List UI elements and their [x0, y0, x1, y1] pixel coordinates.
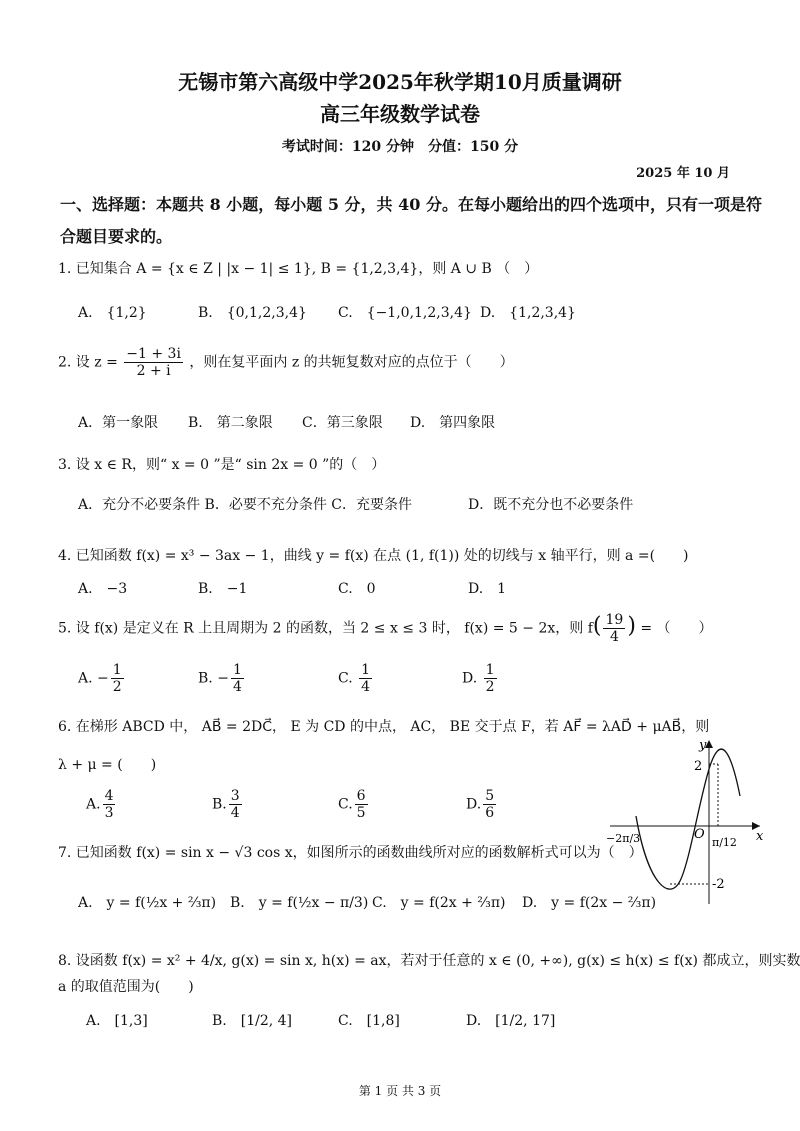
- question-8-option-a: A. [1,3]: [86, 1013, 148, 1029]
- question-1-option-b: B. {0,1,2,3,4}: [198, 305, 307, 321]
- question-5-option-c: [338, 662, 374, 695]
- fraction-denominator: 4: [361, 679, 371, 696]
- fraction-numerator: 1: [232, 662, 242, 678]
- origin-label: O: [694, 827, 705, 842]
- y-max-label: 2: [694, 759, 703, 774]
- option-label: D.: [462, 670, 478, 687]
- question-5-stem: 5. 设 f(x) 是定义在 R 上且周期为 2 的函数，当 2 ≤ x ≤ 3 时， f(x) = 5 − 2x，则 f( $\frac{19}{4}$ ) = （ ）: [58, 612, 713, 646]
- option-sign: −: [217, 670, 229, 687]
- x-axis-label: x: [756, 829, 764, 844]
- fraction-denominator: 4: [609, 629, 619, 646]
- fraction-numerator: −1 + 3i: [126, 346, 181, 362]
- fraction-numerator: 1: [361, 662, 371, 678]
- option-label: B.: [212, 796, 227, 813]
- question-2-option-a: A．第一象限: [78, 415, 159, 431]
- question-4-option-b: B. −1: [198, 581, 248, 597]
- question-3-stem: 3. 设 x ∈ R，则“ x = 0 ”是“ sin 2x = 0 ”的（ ）: [58, 457, 386, 473]
- question-6-stem: 6. 在梯形 ABCD 中， AB⃗ = 2DC⃗， E 为 CD 的中点， AC， BE 交于点 F，若 AF⃗ = λAD⃗ + μAB⃗，则: [58, 719, 710, 735]
- fraction-denominator: 2: [112, 679, 122, 696]
- x-right-label: π/12: [712, 836, 737, 849]
- question-4-stem: 4. 已知函数 f(x) = x³ − 3ax − 1，曲线 y = f(x) 在点 (1, f(1)) 处的切线与 x 轴平行，则 a =( ): [58, 548, 689, 564]
- section-heading-line1: 一、选择题：本题共 8 小题，每小题 5 分，共 40 分。在每小题给出的四个选项中，只有一项是符: [60, 195, 762, 214]
- question-2-option-d: D. 第四象限: [410, 415, 496, 431]
- question-2-stem: [58, 346, 514, 379]
- question-8-stem: 8. 设函数 f(x) = x² + 4/x, g(x) = sin x, h(x) = ax，若对于任意的 x ∈ (0, +∞), g(x) ≤ h(x) ≤ f(x) 都成立，则实数: [58, 953, 800, 969]
- option-label: C.: [338, 670, 353, 687]
- fraction-denominator: 4: [230, 805, 240, 822]
- question-7-stem: 7. 已知函数 f(x) = sin x − √3 cos x，如图所示的函数曲线所对应的函数解析式可以为（ ）: [58, 845, 643, 861]
- option-label: A.: [86, 796, 101, 813]
- fraction-denominator: 2: [485, 679, 495, 696]
- question-5-option-b: [198, 662, 246, 695]
- question-1-option-a: A. {1,2}: [78, 305, 147, 321]
- question-4-option-a: A. −3: [78, 581, 128, 597]
- question-3-option-d: D．既不充分也不必要条件: [468, 497, 634, 513]
- sine-curve: [636, 749, 740, 889]
- fraction-denominator: 6: [485, 805, 495, 822]
- option-sign: −: [97, 670, 109, 687]
- option-fraction: [229, 788, 242, 821]
- question-7-option-b: B. y = f(½x − π/3): [230, 895, 369, 911]
- question-6-option-a: [86, 788, 117, 821]
- question-5-fraction: [603, 612, 625, 645]
- question-4-option-d: D. 1: [468, 581, 507, 597]
- question-8-option-d: D. [1/2, 17]: [466, 1013, 556, 1029]
- question-6-option-d: [466, 788, 498, 821]
- question-1-stem: 1. 已知集合 A = {x ∈ Z | |x − 1| ≤ 1}, B = {1,2,3,4}，则 A ∪ B （ ）: [58, 261, 539, 277]
- y-axis-label: y: [699, 738, 707, 753]
- exam-info: 考试时间：120 分钟 分值：150 分: [281, 139, 519, 155]
- question-6-option-b: [212, 788, 244, 821]
- option-label: B.: [198, 670, 213, 687]
- x-left-label: −2π/3: [606, 832, 641, 845]
- question-2-prefix: 2. 设 z =: [58, 354, 118, 371]
- fraction-numerator: 1: [112, 662, 122, 678]
- question-5-option-a: [78, 662, 126, 695]
- fraction-denominator: 2 + i: [136, 363, 171, 380]
- fraction-denominator: 4: [232, 679, 242, 696]
- question-5-suffix: = （ ）: [640, 620, 713, 637]
- option-fraction: [103, 788, 116, 821]
- question-6-stem-cont: λ + μ = ( ): [58, 757, 157, 773]
- exam-subtitle: 高三年级数学试卷: [320, 102, 480, 126]
- option-fraction: [355, 788, 368, 821]
- question-1-option-d: D. {1,2,3,4}: [480, 305, 576, 321]
- option-fraction: [111, 662, 124, 695]
- fraction-numerator: 4: [104, 788, 114, 804]
- question-5-option-d: [462, 662, 499, 695]
- option-fraction: [231, 662, 244, 695]
- option-fraction: [484, 662, 497, 695]
- question-1-option-c: C. {−1,0,1,2,3,4}: [338, 305, 472, 321]
- option-label: D.: [466, 796, 482, 813]
- exam-title: 无锡市第六高级中学2025年秋学期10月质量调研: [178, 70, 622, 94]
- question-2-fraction: [124, 346, 183, 379]
- question-8-stem-cont: a 的取值范围为( ): [58, 979, 194, 995]
- fraction-denominator: 3: [104, 805, 114, 822]
- page-footer: 第 1 页 共 3 页: [358, 1084, 442, 1098]
- question-2-option-c: C．第三象限: [302, 415, 383, 431]
- question-8-option-b: B. [1/2, 4]: [212, 1013, 293, 1029]
- question-7-option-d: D. y = f(2x − ⅔π): [522, 895, 657, 911]
- fraction-numerator: 3: [230, 788, 240, 804]
- question-7-option-c: C. y = f(2x + ⅔π): [372, 895, 506, 911]
- question-8-option-c: C. [1,8]: [338, 1013, 400, 1029]
- question-2-option-b: B. 第二象限: [188, 415, 273, 431]
- option-fraction: [483, 788, 496, 821]
- question-6-option-c: [338, 788, 370, 821]
- fraction-numerator: 5: [485, 788, 495, 804]
- exam-date: 2025 年 10 月: [636, 166, 730, 181]
- y-min-label: -2: [712, 877, 725, 892]
- question-7-option-a: A. y = f(½x + ⅔π): [78, 895, 217, 911]
- question-2-suffix: ，则在复平面内 z 的共轭复数对应的点位于（ ）: [189, 354, 514, 371]
- fraction-numerator: 1: [485, 662, 495, 678]
- question-5-prefix: 5. 设 f(x) 是定义在 R 上且周期为 2 的函数，当 2 ≤ x ≤ 3 时， f(x) = 5 − 2x，则 f: [58, 620, 593, 637]
- option-label: C.: [338, 796, 353, 813]
- fraction-numerator: 6: [356, 788, 366, 804]
- question-4-option-c: C. 0: [338, 581, 376, 597]
- question-3-options-abc: A．充分不必要条件 B．必要不充分条件 C．充要条件: [78, 497, 413, 513]
- option-fraction: [359, 662, 372, 695]
- fraction-denominator: 5: [356, 805, 366, 822]
- section-heading-line2: 合题目要求的。: [60, 227, 173, 246]
- fraction-numerator: 19: [605, 612, 624, 628]
- option-label: A.: [78, 670, 93, 687]
- function-graph: [600, 736, 770, 906]
